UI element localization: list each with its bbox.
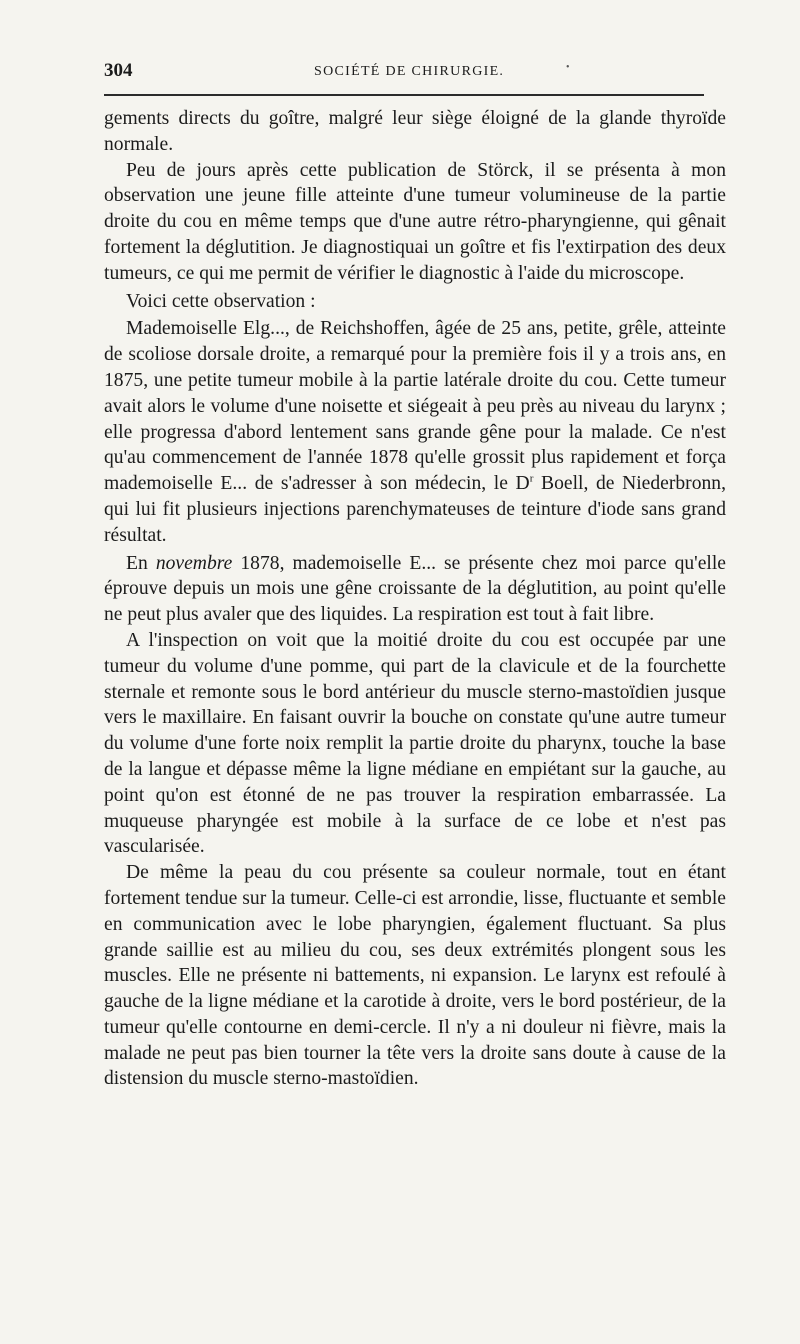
history-text-a: Mademoiselle Elg..., de Reichshoffen, âgée de 25 ans, petite, grêle, atteinte de scoliose dorsale droite, a remarqué pour la première fois il y a trois ans, en 1875, une petite tumeur mobile à la partie latérale droite du cou. Cette tumeur avait alors le volume d'une noisette et siégeait à peu près au niveau du larynx ; elle progressa d'abord lentement sans grande gêne pour la malade. Ce n'est qu'au commencement de l'année 1878 qu'elle grossit plus rapidement et força mademoiselle E... de s'adresser à son médecin, le D <box>104 318 726 495</box>
page-header <box>104 60 728 90</box>
paragraph-inspection: A l'inspection on voit que la moitié droite du cou est occupée par une tumeur du volume d'une pomme, qui part de la clavicule et de la fourchette sternale et remonte sous le bord antérieur du muscle sterno-mastoïdien jusque vers le maxillaire. En faisant ouvrir la bouche on constate qu'une autre tumeur du volume d'une forte noix remplit la partie droite du pharynx, touche la base de la langue et dépasse même la ligne médiane en empiétant sur la gauche, au point qu'on est étonné de ne pas trouver la respiration embarrassée. La muqueuse pharyngée est mobile à la surface de ce lobe et n'est pas vascularisée. <box>104 629 726 858</box>
page-number: 304 <box>104 60 133 81</box>
november-rest: 1878, mademoiselle E... se présente chez moi parce qu'elle éprouve depuis un mois une gêne croissante de la déglutition, au point qu'elle ne peut plus avaler que des liquides. La respiration est tout à fait libre. <box>104 552 726 626</box>
header-mark: • <box>566 62 570 73</box>
paragraph-november-presentation <box>104 551 726 628</box>
book-page <box>104 60 728 1092</box>
november-lead: En <box>126 552 156 574</box>
paragraph-patient-history <box>104 316 726 548</box>
paragraph-continuation: gements directs du goître, malgré leur siège éloigné de la glande thyroïde normale. <box>104 108 726 155</box>
paragraph-skin-examination: De même la peau du cou présente sa couleur normale, tout en étant fortement tendue sur la tumeur. Celle-ci est arrondie, lisse, fluctuante et semble en communication avec le lobe pharyngien, également fluctuant. Sa plus grande saillie est au milieu du cou, ses deux extrémités plongent sous les muscles. Elle ne présente ni battements, ni expansion. Le larynx est refoulé à gauche de la ligne médiane et la carotide à droite, vers le bord postérieur, de la tumeur qu'elle contourne en demi-cercle. Il n'y a ni douleur ni fièvre, mais la malade ne peut pas bien tourner la tête vers la droite sans doute à cause de la distension du muscle sterno-mastoïdien. <box>104 862 726 1090</box>
november-italic: novembre <box>155 552 233 574</box>
history-text-b: Boell, de Niederbronn, qui lui fit plusieurs injections parenchymateuses de teinture d'iode sans grand résultat. <box>104 473 726 546</box>
doctor-superscript: r <box>529 472 534 485</box>
body-text <box>104 106 726 1092</box>
paragraph-storck-publication: Peu de jours après cette publication de Störck, il se présenta à mon observation une jeune fille atteinte d'une tumeur volumineuse de la partie droite du cou en même temps que d'une autre rétro-pharyngienne, qui gênait fortement la déglutition. Je diagnostiquai un goître et fis l'extirpation des deux tumeurs, ce qui me permit de vérifier le diagnostic à l'aide du microscope. <box>104 159 726 284</box>
header-rule <box>104 94 704 96</box>
paragraph-observation-intro: Voici cette observation : <box>126 290 316 312</box>
running-title: SOCIÉTÉ DE CHIRURGIE. <box>314 64 505 79</box>
